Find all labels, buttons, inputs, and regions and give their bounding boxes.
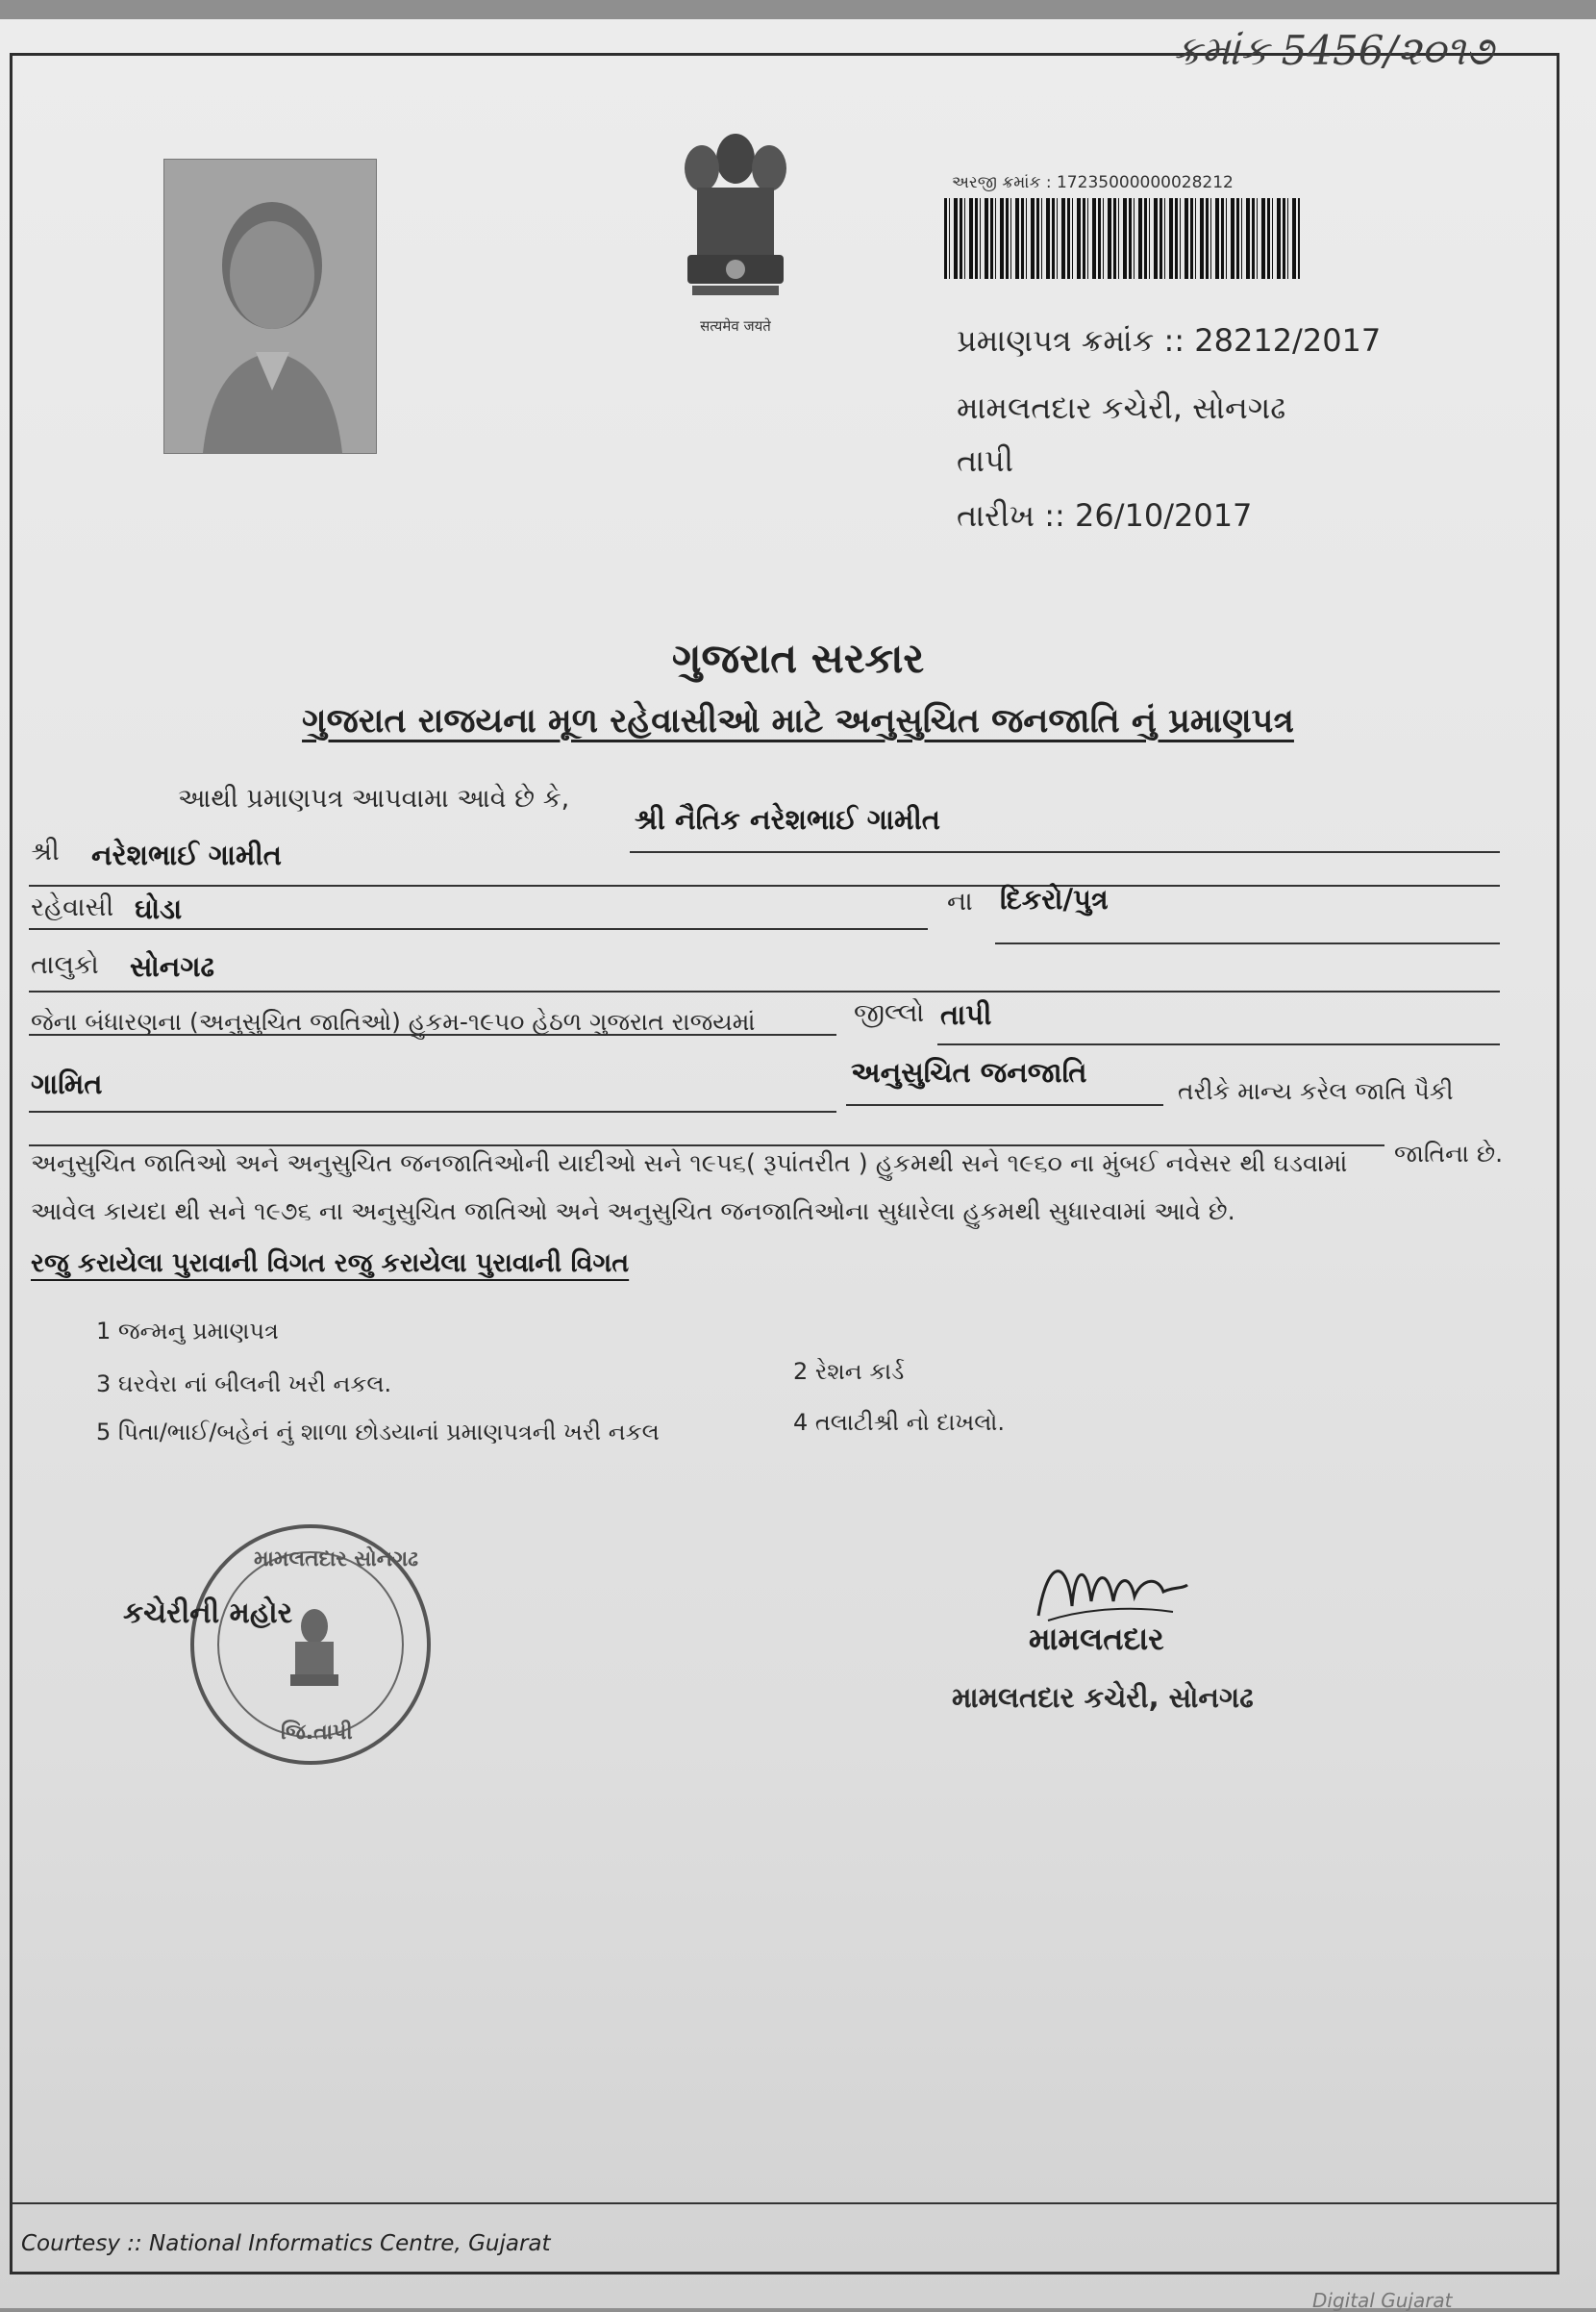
- office-seal: [190, 1524, 431, 1765]
- caste-line: [29, 1111, 836, 1113]
- document-item: 3 ઘરવેરા નાં બીલની ખરી નકલ.: [96, 1370, 392, 1397]
- taluka: સોનગઢ: [130, 950, 214, 983]
- signatory-designation: મામલતદાર: [1029, 1621, 1164, 1657]
- issuing-district: તાપી: [957, 442, 1013, 479]
- certificate-number-row: [957, 322, 1381, 360]
- footer-divider: [12, 2202, 1558, 2204]
- seal-label: કચેરીની મહોર: [123, 1596, 293, 1630]
- district: તાપી: [940, 998, 992, 1031]
- signatory-office: મામલતદાર કચેરી, સોનગઢ: [952, 1681, 1254, 1714]
- caste-suffix: જાતિના છે.: [1394, 1140, 1504, 1168]
- na-label: ના: [947, 887, 973, 917]
- document-item: 2 રેશન કાર્ડ: [793, 1358, 905, 1385]
- certificate-title: ગુજરાત રાજયના મૂળ રહેવાસીઓ માટે અનુસુચિત જનજાતિ નું પ્રમાણપત્ર: [302, 702, 1294, 741]
- document-item: 4 તલાટીશ્રી નો દાખલો.: [793, 1409, 1006, 1436]
- shri-label: શ્રી: [31, 837, 60, 867]
- village: ઘોડા: [135, 892, 183, 925]
- issue-date-row: [957, 497, 1252, 535]
- applicant-photo: [163, 159, 377, 454]
- holder-name: શ્રી નૈતિક નરેશભાઈ ગામીત: [635, 803, 940, 836]
- seal-ring-bottom: જિ.તાપી: [281, 1721, 353, 1745]
- date-label: તારીખ: [957, 497, 1035, 534]
- caste: ગામિત: [31, 1068, 103, 1100]
- certificate-number: :: 28212/2017: [1163, 322, 1382, 359]
- recognized-text: તરીકે માન્ય કરેલ જાતિ પૈકી: [1178, 1077, 1454, 1105]
- category: અનુસુચિત જનજાતિ: [851, 1056, 1087, 1089]
- handwritten-number: ક્રમાંક 5456/૨૦૧૭: [1173, 27, 1494, 74]
- category-line: [846, 1104, 1163, 1106]
- certificate-number-label: પ્રમાણપત્ર ક્રમાંક: [957, 322, 1155, 359]
- application-number: અરજી ક્રમાંક : 17235000000028212: [952, 173, 1234, 192]
- order-text: જેના બંધારણના (અનુસુચિત જાતિઓ) હુકમ-૧૯૫૦ હેઠળ ગુજરાત રાજયમાં: [31, 1008, 756, 1036]
- certificate-sheet: [0, 19, 1596, 2312]
- district-line: [937, 1043, 1500, 1045]
- issue-date: :: 26/10/2017: [1044, 497, 1253, 534]
- father-name: નરેશભાઈ ગામીત: [91, 839, 283, 871]
- intro-text: આથી પ્રમાણપત્ર આપવામા આવે છે કે,: [178, 784, 570, 814]
- barcode: [944, 198, 1300, 279]
- paragraph-line-1: અનુસુચિત જાતિઓ અને અનુસુચિત જનજાતિઓની યાદીઓ સને ૧૯૫૬( રૂપાંતરીત ) હુકમથી સને ૧૯૬૦ ના મુંબઈ નવેસર થી ઘડવામાં: [31, 1149, 1348, 1178]
- holder-name-line: [630, 851, 1500, 853]
- footer-watermark: Digital Gujarat: [1312, 2289, 1453, 2312]
- footer-courtesy: Courtesy :: National Informatics Centre, Gujarat: [21, 2231, 551, 2256]
- issuing-office: મામલતદાર કચેરી, સોનગઢ: [957, 390, 1286, 426]
- document-item: 5 પિતા/ભાઈ/બહેનં નું શાળા છોડયાનાં પ્રમાણપત્રની ખરી નકલ: [96, 1419, 660, 1445]
- relation: દિકરો/પુત્ર: [1000, 883, 1109, 916]
- evidence-heading: રજુ કરાયેલા પુરાવાની વિગત રજુ કરાયેલા પુરાવાની વિગત: [31, 1248, 630, 1278]
- father-name-line: [29, 885, 1500, 887]
- caste-full-line: [29, 1144, 1384, 1146]
- seal-ring-top: મામલતદાર સોનગઢ: [254, 1547, 419, 1571]
- national-emblem: [663, 120, 808, 341]
- document-item: 1 જન્મનુ પ્રમાણપત્ર: [96, 1318, 279, 1344]
- relation-line: [995, 942, 1500, 944]
- taluka-line: [29, 991, 1500, 993]
- village-line: [29, 928, 928, 930]
- paragraph-line-2: આવેલ કાયદા થી સને ૧૯૭૬ ના અનુસુચિત જાતિઓ અને અનુસુચિત જનજાતિઓના સુધારેલા હુકમથી સુધારવામાં આવે છે.: [31, 1197, 1235, 1226]
- government-title: ગુજરાત સરકાર: [671, 635, 925, 682]
- taluka-label: તાલુકો: [31, 950, 99, 980]
- district-label: જીલ્લો: [854, 998, 925, 1028]
- resident-label: રહેવાસી: [31, 892, 114, 922]
- emblem-motto: सत्यमेव जयते: [700, 317, 771, 335]
